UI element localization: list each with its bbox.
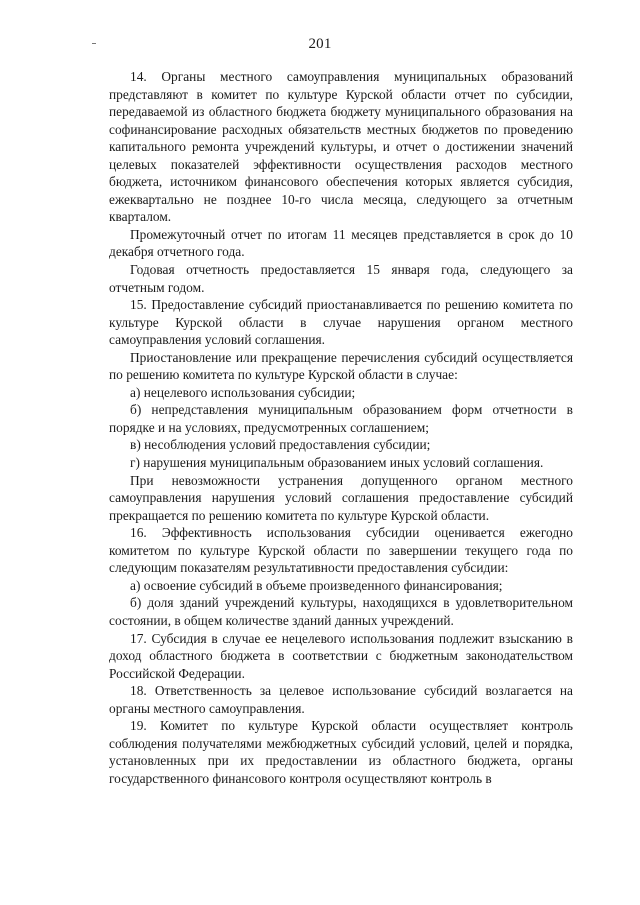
paragraph-termination: При невозможности устранения допущенного органом местного самоуправления нарушения условий соглашения предоставление субсидий прекращается по решению комитета по культуре Курской области. bbox=[109, 472, 573, 523]
list-item-g: г) нарушения муниципальным образованием иных условий соглашения. bbox=[130, 455, 544, 471]
paragraph-16: 16. Эффективность использования субсидии оценивается ежегодно комитетом по культуре Курской области по завершении текущего года по следующим показателям результативности предоставления субсидии: bbox=[109, 525, 573, 576]
paragraph-interim-report: Промежуточный отчет по итогам 11 месяцев представляется в срок до 10 декабря отчетного года. bbox=[109, 226, 573, 260]
list-item-b: б) непредставления муниципальным образованием форм отчетности в порядке и на условиях, предусмотренных соглашением; bbox=[109, 402, 573, 435]
paragraph-suspension: Приостановление или прекращение перечисления субсидий осуществляется по решению комитета по культуре Курской области в случае: bbox=[109, 349, 573, 383]
paragraph-17: 17. Субсидия в случае ее нецелевого использования подлежит взысканию в доход областного бюджета в соответствии с бюджетным законодательством Российской Федерации. bbox=[109, 630, 573, 681]
indicator-item-a: а) освоение субсидий в объеме произведенного финансирования; bbox=[130, 577, 503, 593]
indicator-item-b: б) доля зданий учреждений культуры, находящихся в удовлетворительном состоянии, в общем количестве зданий данных учреждений. bbox=[109, 595, 573, 628]
document-body bbox=[109, 68, 573, 787]
paragraph-annual-report: Годовая отчетность предоставляется 15 января года, следующего за отчетным годом. bbox=[109, 262, 573, 295]
paragraph-15: 15. Предоставление субсидий приостанавливается по решению комитета по культуре Курской области в случае нарушения органом местного самоуправления условий соглашения. bbox=[109, 297, 573, 348]
page-number: 201 bbox=[308, 36, 332, 52]
paragraph-19: 19. Комитет по культуре Курской области осуществляет контроль соблюдения получателями межбюджетных субсидий условий, целей и порядка, установленных при их предоставлении из областного бюджета, органы государственного финансового контроля осуществляют контроль в bbox=[109, 718, 573, 786]
paragraph-14: 14. Органы местного самоуправления муниципальных образований представляют в комитет по культуре Курской области отчет по субсидии, передаваемой из областного бюджета бюджету муниципального образования на софинансирование расходных обязательств местных бюджетов по проведению капитального ремонта учреждений культуры, и отчет о достижении значений целевых показателей эффективности осуществления расходов местного бюджета, источником финансового обеспечения которых является субсидия, ежеквартально не позднее 10-го числа месяца, следующего за отчетным кварталом. bbox=[109, 69, 573, 225]
list-item-v: в) несоблюдения условий предоставления субсидии; bbox=[130, 437, 431, 453]
list-item-a: а) нецелевого использования субсидии; bbox=[130, 384, 356, 400]
paragraph-18: 18. Ответственность за целевое использование субсидий возлагается на органы местного самоуправления. bbox=[109, 683, 573, 716]
